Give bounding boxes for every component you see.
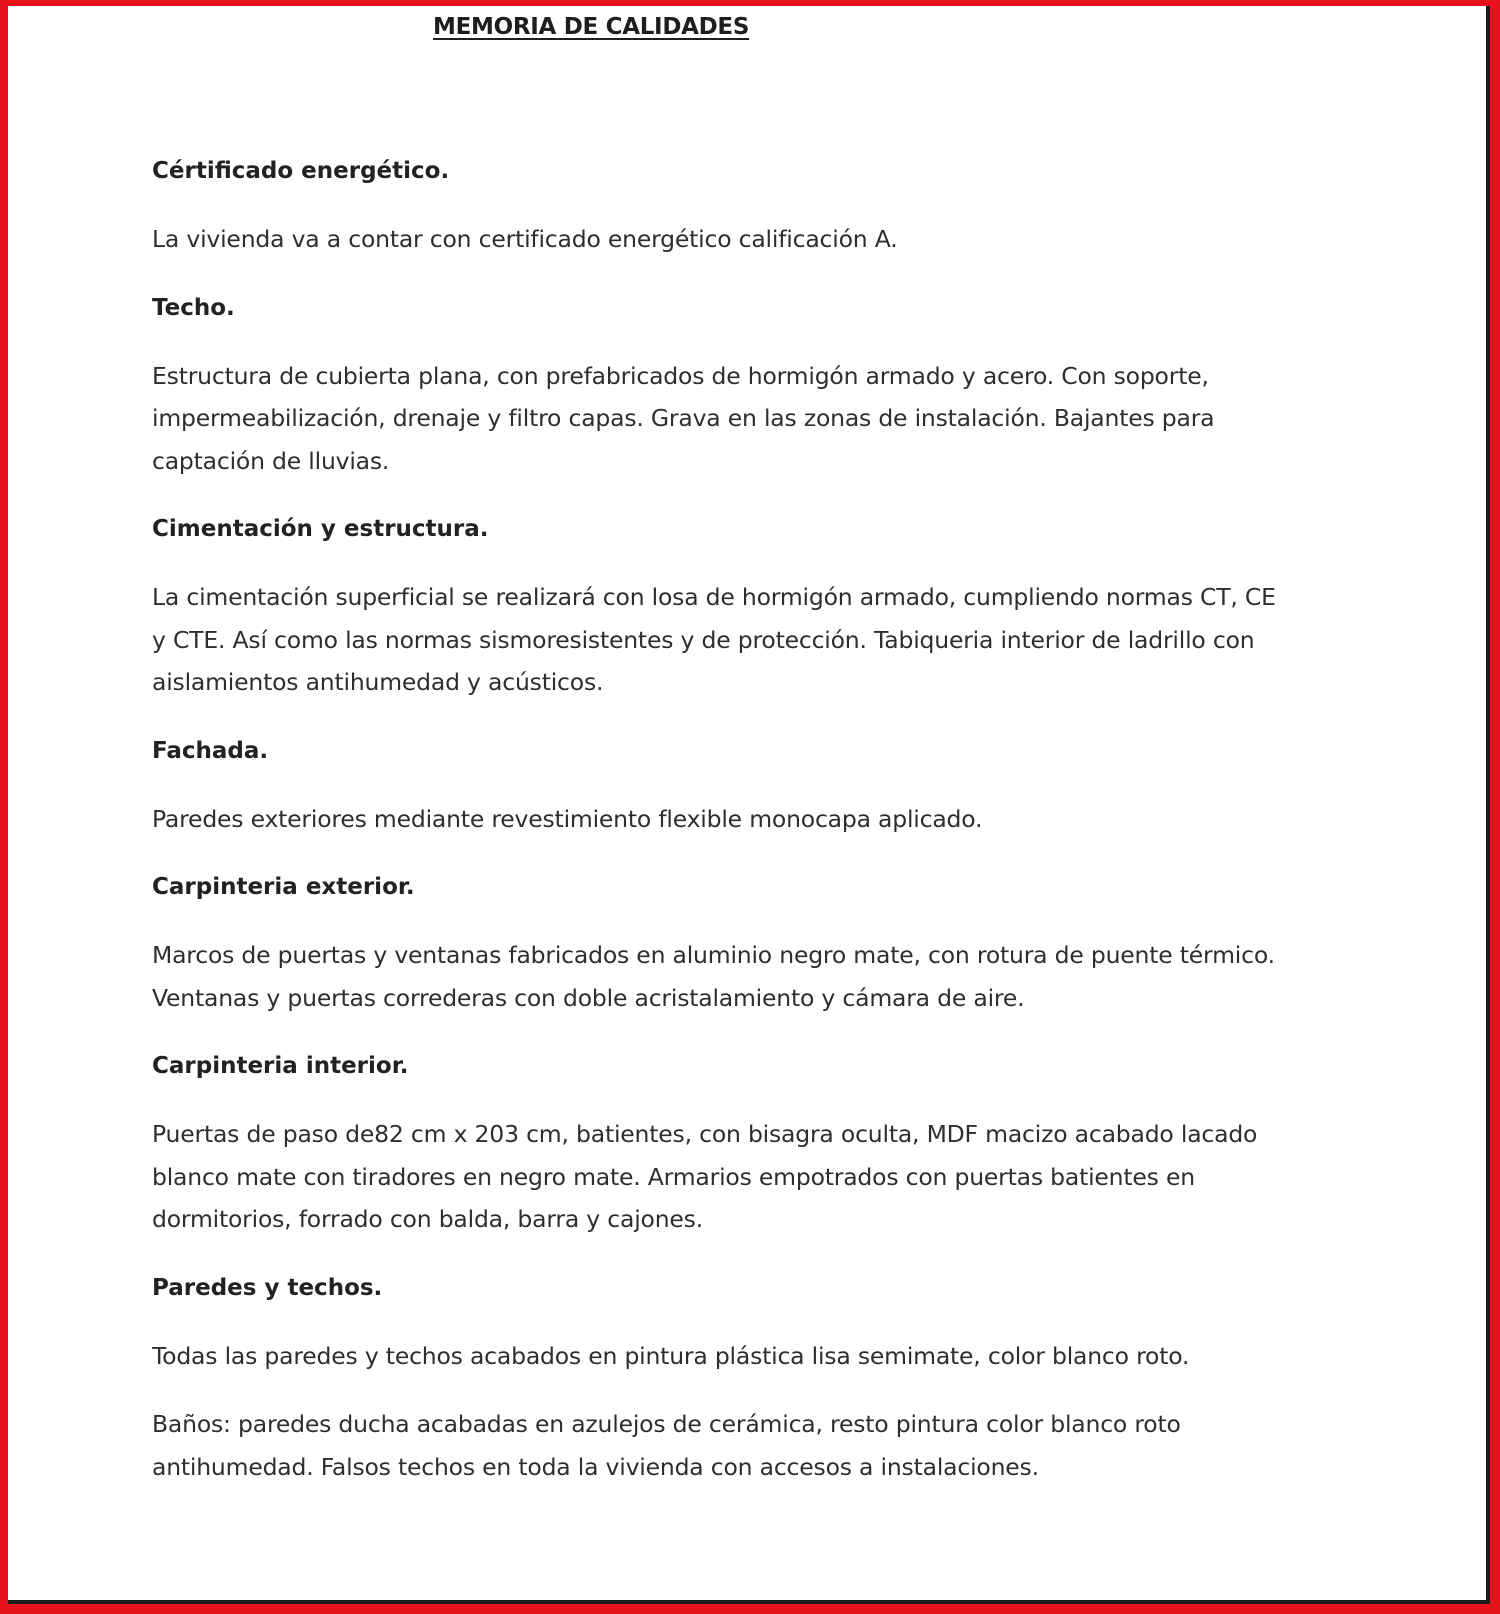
section-heading: Carpinteria exterior. [152, 874, 415, 900]
section-paragraph: Baños: paredes ducha acabadas en azulejos de cerámica, resto pintura color blanco roto antihumedad. Falsos techos en toda la vivienda con accesos a instalaciones. [152, 1410, 1181, 1481]
section-heading: Paredes y techos. [152, 1274, 383, 1301]
section-paragraph: La cimentación superficial se realizará con losa de hormigón armado, cumpliendo normas CT, CE y CTE. Así como las normas sismoresistentes y de protección. Tabiqueria interior de ladrillo con aislamientos antihumedad y acústicos. [152, 583, 1276, 696]
section-paragraph: Paredes exteriores mediante revestimiento flexible monocapa aplicado. [152, 804, 983, 833]
section-cimentacion [152, 508, 1292, 704]
section-heading: Cimentación y estructura. [152, 516, 489, 542]
section-paragraph: Todas las paredes y techos acabados en pintura plástica lisa semimate, color blanco roto. [152, 1341, 1190, 1370]
section-heading: Carpinteria interior. [152, 1053, 409, 1079]
section-paragraph: Puertas de paso de82 cm x 203 cm, batientes, con bisagra oculta, MDF macizo acabado lacado blanco mate con tiradores en negro mate. Armarios empotrados con puertas batientes en dormitorios, forrado con balda, barra y cajones. [152, 1120, 1258, 1233]
document-title: MEMORIA DE CALIDADES [433, 14, 750, 40]
section-fachada [152, 730, 1292, 841]
section-heading: Fachada. [152, 737, 269, 764]
section-heading: Cértificado energético. [152, 158, 450, 184]
document-content [152, 150, 1292, 1488]
section-certificado [152, 150, 1292, 261]
section-heading: Techo. [152, 294, 235, 321]
section-paredes-techos [152, 1267, 1292, 1489]
section-paragraph: La vivienda va a contar con certificado energético calificación A. [152, 225, 898, 253]
section-techo [152, 287, 1292, 483]
section-paragraph: Marcos de puertas y ventanas fabricados en aluminio negro mate, con rotura de puente térmico. Ventanas y puertas correderas con doble acristalamiento y cámara de aire. [152, 941, 1275, 1012]
section-paragraph: Estructura de cubierta plana, con prefabricados de hormigón armado y acero. Con soporte, impermeabilización, drenaje y filtro capas. Grava en las zonas de instalación. Bajantes para captación de lluvias. [152, 361, 1215, 475]
section-carpinteria-exterior [152, 866, 1292, 1019]
section-carpinteria-interior [152, 1045, 1292, 1241]
